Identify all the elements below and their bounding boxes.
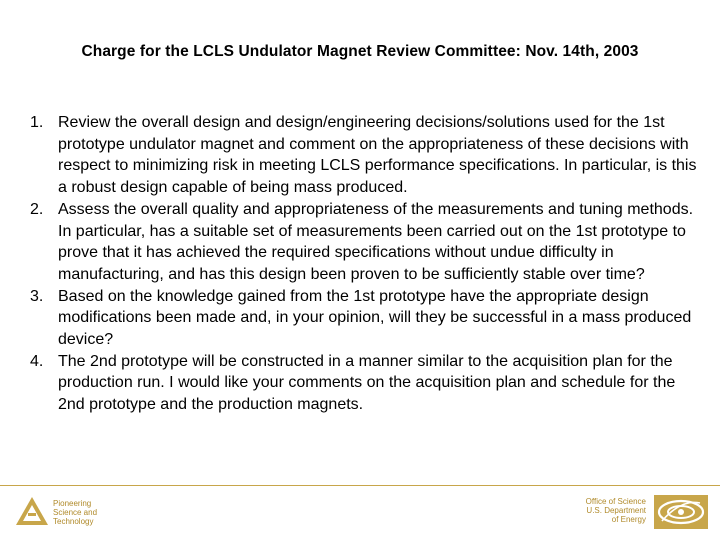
argonne-logo-icon (15, 496, 49, 526)
footer-divider (0, 485, 720, 486)
slide-title: Charge for the LCLS Undulator Magnet Review Committee: Nov. 14th, 2003 (81, 43, 639, 60)
list-item-text: Assess the overall quality and appropriateness of the measurements and tuning methods. In particular, has a suitable set of measurements been carried out on the 1st prototype to prove that it has achieved the required specifications without undue difficulty in manufacturing, and has this design been proven to be sufficiently stable over time? (58, 200, 694, 283)
list-item (30, 112, 700, 199)
list-item-number: 3. (30, 287, 44, 305)
tagline-line: Office of Science (585, 497, 646, 506)
list-item-number: 1. (30, 114, 44, 131)
tagline-line: Technology (53, 517, 94, 526)
charge-list (30, 112, 700, 416)
list-item-text: The 2nd prototype will be constructed in a manner similar to the acquisition plan for the production run. I would like your comments on the acquisition plan and schedule for the 2nd prototype and the production magnets. (58, 352, 676, 414)
list-item-number: 2. (30, 200, 44, 218)
list-item (30, 199, 700, 286)
footer-left-tagline (53, 499, 97, 526)
list-item (30, 351, 700, 416)
list-item (30, 286, 700, 351)
footer-right-tagline (586, 497, 646, 524)
list-item-number: 4. (30, 352, 44, 370)
list-item-text: Based on the knowledge gained from the 1st prototype have the appropriate design modifications been made and, in your opinion, will they be successful in a mass produced device? (58, 287, 692, 349)
tagline-line: U.S. Department (586, 506, 646, 515)
tagline-line: of Energy (611, 515, 646, 524)
doe-office-of-science-logo-icon (654, 495, 708, 529)
tagline-line: Pioneering (53, 499, 92, 508)
list-item-text: Review the overall design and design/engineering decisions/solutions used for the 1st prototype undulator magnet and comment on the appropriateness of these decisions with respect to minimizing risk in meeting LCLS performance specifications. In particular, is this a robust design capable of being mass produced. (58, 114, 697, 197)
tagline-line: Science and (53, 508, 98, 517)
